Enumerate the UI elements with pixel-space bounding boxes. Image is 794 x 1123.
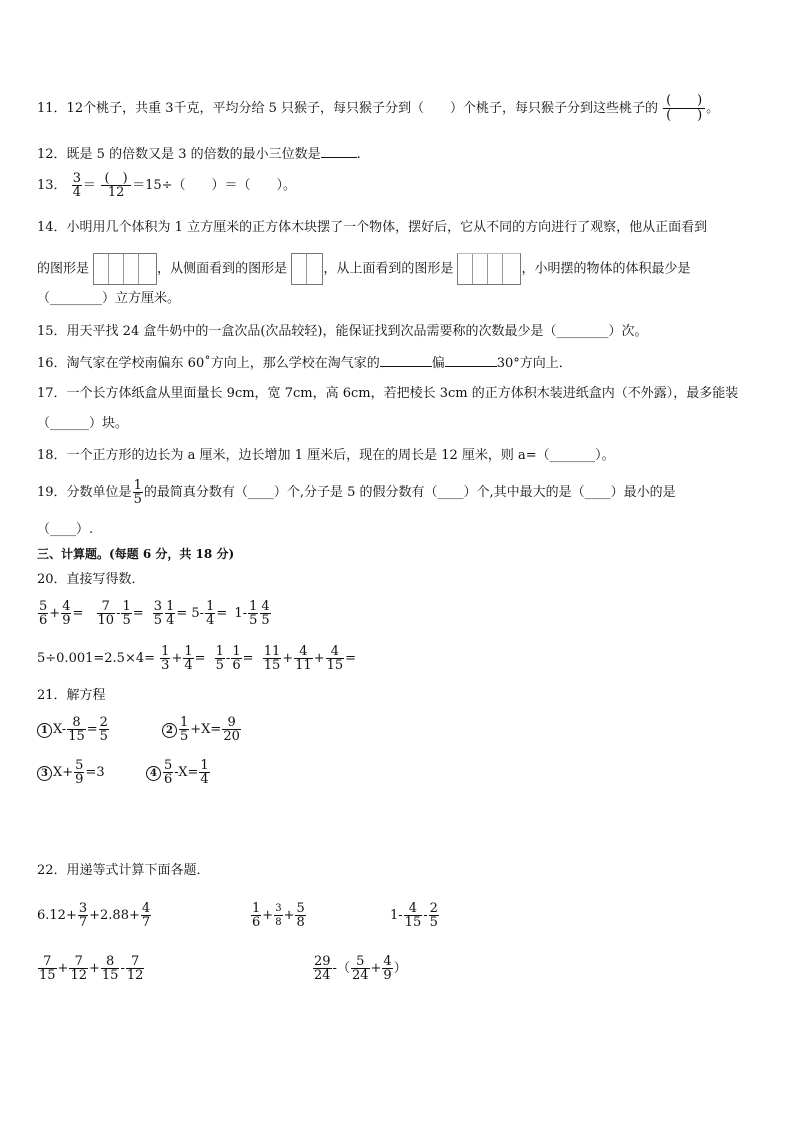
question-20-title: 20．直接写得数． xyxy=(37,572,145,587)
front-view-figure xyxy=(93,253,157,285)
equation-3: 3 X+ $\frac{5}{9}$ =3 xyxy=(37,759,105,786)
question-15: 15．用天平找 24 盒牛奶中的一盒次品(次品较轻)，能保证找到次品需要称的次数最少是（________）次。 xyxy=(37,324,648,339)
question-17: 17．一个长方体纸盒从里面量长 9cm，宽 7cm，高 6cm，若把棱长 3cm 的正方体积木装进纸盒内（不外露），最多能装 xyxy=(37,386,739,401)
q20-row1: $\frac{5}{6}$ + $\frac{4}{9}$ = $\frac{7}{10}$ - $\frac{1}{5}$ = $\frac{3}{5}$ $\frac{1}{4}$ = 5- $\frac{1}{4}$ = 1- $\frac{1}{5}$ $\frac{4}{5}$ xyxy=(39,599,270,628)
question-18: 18．一个正方形的边长为 a 厘米，边长增加 1 厘米后，现在的周长是 12 厘米，则 a=（_______）。 xyxy=(37,448,615,463)
answer-blank xyxy=(321,144,357,158)
problem-4: $\frac{7}{15}$ + $\frac{7}{12}$ + $\frac{8}{15}$ - $\frac{7}{12}$ xyxy=(39,954,144,983)
problem-1: 6.12+ $\frac{3}{7}$ +2.88+ $\frac{4}{7}$ xyxy=(37,901,151,930)
problem-3: 1- $\frac{4}{15}$ - $\frac{2}{5}$ xyxy=(390,901,438,930)
question-19-line2: （____）. xyxy=(37,522,94,537)
question-14: 14．小明用几个体积为 1 立方厘米的正方体木块摆了一个物体，摆好后，它从不同的方向进行了观察，他从正面看到 xyxy=(37,220,708,235)
equation-1: 1 X- $\frac{8}{15}$ = $\frac{2}{5}$ xyxy=(37,716,110,743)
problem-2: $\frac{1}{6}$ + $\frac{3}{8}$ + $\frac{5}{8}$ xyxy=(252,901,305,930)
problem-5: $\frac{29}{24}$ -（ $\frac{5}{24}$ + $\frac{4}{9}$ ） xyxy=(314,954,407,983)
question-19: 19．分数单位是 $\frac{1}{5}$ 的最简真分数有（____）个,分子是 5 的假分数有（____）个,其中最大的是（____）最小的是 xyxy=(37,478,676,507)
question-17-line2: （______）块。 xyxy=(37,416,129,431)
side-view-figure xyxy=(291,253,323,285)
question-13: 13． $\frac{3}{4}$ ＝ ( ) 12 ＝15÷（ ）＝（ ）。 xyxy=(37,171,297,200)
question-14-line3: （________）立方厘米。 xyxy=(37,291,181,306)
question-22-title: 22．用递等式计算下面各题． xyxy=(37,863,210,878)
equation-4: 4 $\frac{5}{6}$ -X= $\frac{1}{4}$ xyxy=(146,759,211,786)
question-16: 16．淘气家在学校南偏东 60˚方向上，那么学校在淘气家的 偏 30°方向上． xyxy=(37,353,572,374)
question-14-line2: 的图形是 ，从侧面看到的图形是 ，从上面看到的图形是 ，小明摆的物体的体积最少是 xyxy=(37,253,690,285)
question-12: 12．既是 5 的倍数又是 3 的倍数的最小三位数是 . xyxy=(37,144,361,165)
question-21-title: 21．解方程 xyxy=(37,688,106,703)
top-view-figure xyxy=(457,253,521,285)
q20-row2: 5÷0.001=2.5×4= $\frac{1}{3}$ + $\frac{1}{4}$ = $\frac{1}{5}$ - $\frac{1}{6}$ = $\frac{11}{15}$ + $\frac{4}{11}$ + $\frac{4}{15}$ = xyxy=(37,644,357,673)
question-11: 11．12个桃子，共重 3千克，平均分给 5 只猴子，每只猴子分到（ ）个桃子，每只猴子分到这些桃子的 ( ) ( ) 。 xyxy=(37,93,720,123)
blank-fraction: ( ) ( ) xyxy=(663,94,705,123)
section-heading: 三、计算题。(每题 6 分，共 18 分) xyxy=(37,547,235,561)
equation-2: 2 $\frac{1}{5}$ +X= $\frac{9}{20}$ xyxy=(162,716,242,743)
